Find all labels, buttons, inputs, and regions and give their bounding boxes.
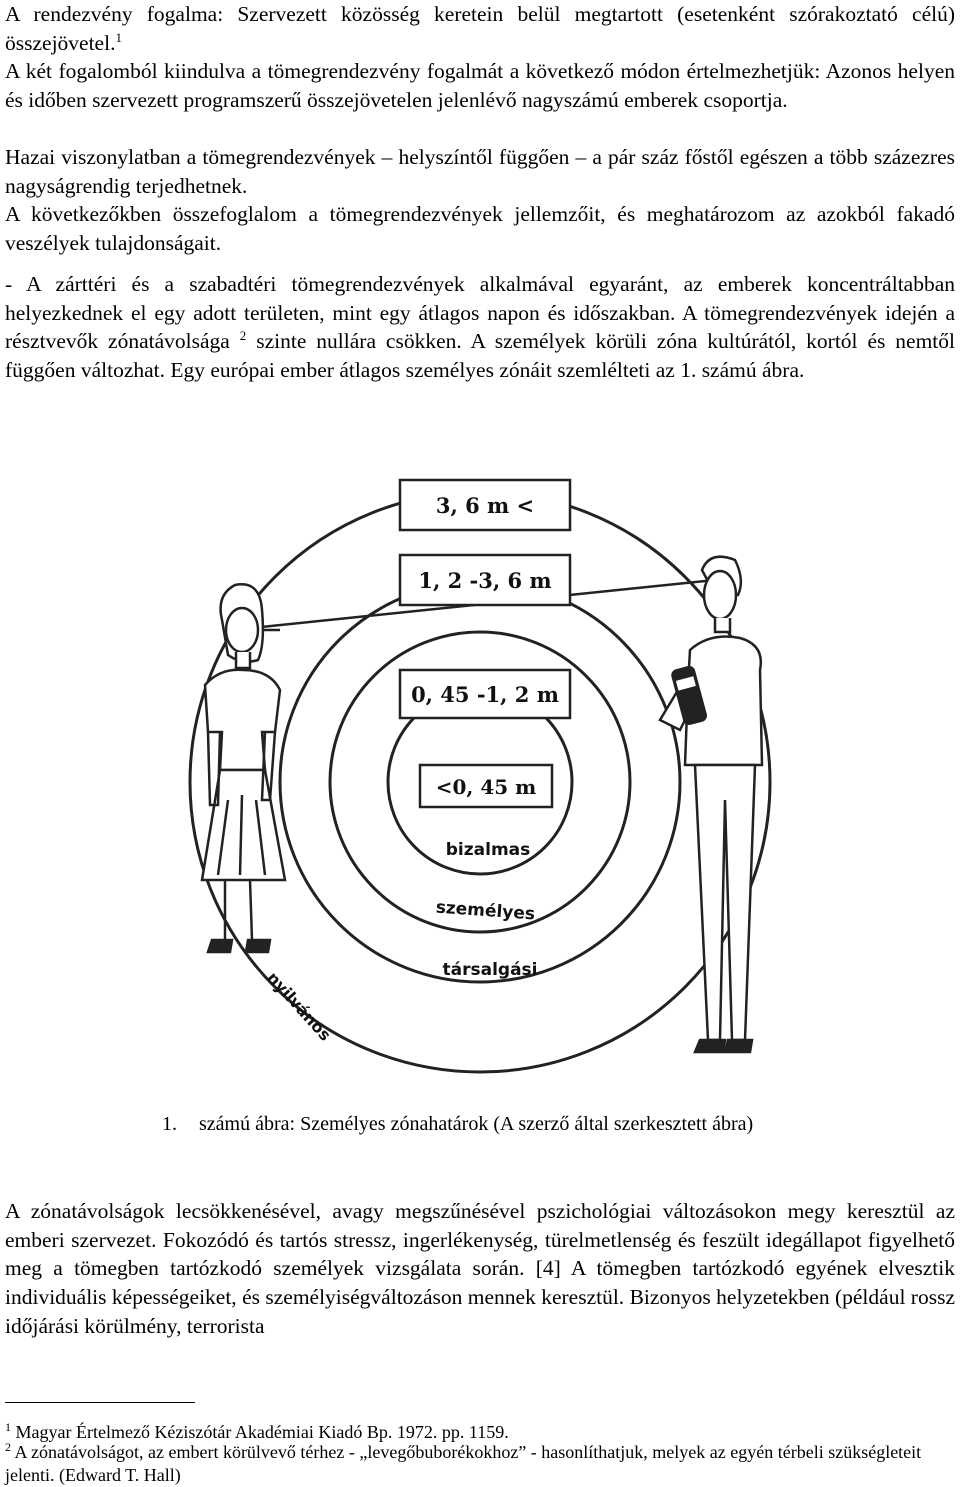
paragraph-scale: Hazai viszonylatban a tömegrendezvények – helyszíntől függően – a pár száz főstől egészen a több százezres nagyságrendig terjedhetnek. — [5, 145, 955, 198]
distance-box-intimate — [420, 765, 552, 807]
paragraph-definition-text: A rendezvény fogalma: Szervezett közösség keretein belül megtartott (esetenként szórakoztató célú) összejövetel. — [5, 2, 955, 55]
zone-label-public: nyilvános — [263, 968, 335, 1045]
paragraph-definition — [5, 0, 955, 57]
distance-label-intimate: <0, 45 m — [435, 775, 537, 799]
footnote-1-marker: 1 — [5, 1420, 11, 1434]
zones-diagram — [180, 470, 780, 1090]
figure-caption-text: számú ábra: Személyes zónahatárok (A szerző által szerkesztett ábra) — [199, 1113, 754, 1135]
footnote-ref-1[interactable]: 1 — [115, 29, 122, 45]
distance-box-social — [400, 555, 570, 605]
figure-personal-zones — [180, 470, 780, 1090]
footnote-2-marker: 2 — [5, 1440, 11, 1454]
distance-box-personal — [400, 670, 570, 718]
distance-label-personal: 0, 45 -1, 2 m — [411, 682, 559, 707]
zone-label-personal: személyes — [435, 897, 536, 925]
zone-label-intimate: bizalmas — [445, 840, 531, 860]
distance-box-public — [400, 480, 570, 530]
footnote-2-text: A zónatávolságot, az embert körülvevő térhez - „levegőbuborékokhoz” - hasonlíthatjuk, melyek az egyén térbeli szükségleteit jelenti. (Edward T. Hall) — [5, 1442, 922, 1485]
distance-label-social: 1, 2 -3, 6 m — [418, 568, 552, 593]
footnote-separator — [5, 1402, 195, 1403]
footnote-1-text: Magyar Értelmező Kéziszótár Akadémiai Kiadó Bp. 1972. pp. 1159. — [15, 1422, 509, 1442]
footnote-2 — [5, 1441, 955, 1487]
paragraph-zones — [5, 270, 955, 385]
footnote-ref-2[interactable]: 2 — [239, 328, 247, 344]
figure-caption-number: 1. — [162, 1113, 177, 1135]
paragraph-zones-text-b: szinte nullára csökken. A személyek körüli zóna kultúrától, kortól és nemtől függően változhat. Egy európai ember átlagos személyes zónáit szemlélteti az 1. számú ábra. — [5, 329, 956, 383]
paragraph-zones-text-a: - A zárttéri és a szabadtéri tömegrendezvények alkalmával egyaránt, az emberek koncentráltabban helyezkednek el egy adott területen, mint egy átlagos napon és időszakban. A tömegrendezvények idején a résztvevők zónatávolsága — [5, 272, 955, 354]
paragraph-psychology: A zónatávolságok lecsökkenésével, avagy megszűnésével pszichológiai változásokon megy keresztül az emberi szervezet. Fokozódó és tartós stressz, ingerlékenység, türelmetlenség és feszült idegállapot figyelhető meg a tömegben tartózkodó személyek vizsgálata során. [4] A tömegben tartózkodó egyének elvesztik individuális képességeiket, és személyiségváltozáson mennek keresztül. Bizonyos helyzetekben (például rossz időjárási körülmény, terrorista — [5, 1199, 955, 1338]
paragraph-summary: A következőkben összefoglalom a tömegrendezvények jellemzőit, és meghatározom az azokból fakadó veszélyek tulajdonságait. — [5, 202, 955, 255]
distance-label-public: 3, 6 m < — [435, 493, 535, 518]
figure-caption — [162, 1110, 753, 1138]
zone-label-social: társalgási — [442, 960, 538, 980]
paragraph-mass-event-definition: A két fogalomból kiindulva a tömegrendezvény fogalmát a következő módon értelmezhetjük: Azonos helyen és időben szervezett programszerű összejövetelen jelenlévő nagyszámú emberek csoportja. — [5, 59, 955, 112]
man-figure-illustration — [660, 557, 762, 1052]
